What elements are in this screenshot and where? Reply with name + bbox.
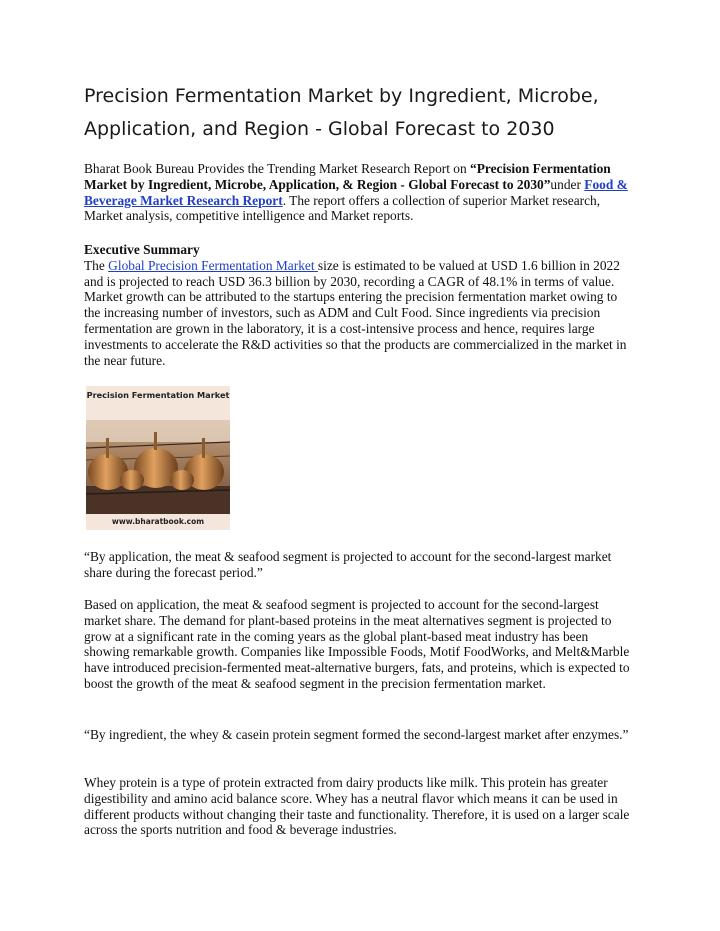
executive-summary xyxy=(84,242,636,368)
report-title: “Precision Fermentation Market by Ingredient, Microbe, Application, & Region - Global Forecast to 2030” xyxy=(84,161,611,192)
intro-paragraph xyxy=(84,161,636,224)
quote-ingredient: “By ingredient, the whey & casein protein segment formed the second-largest market after enzymes.” xyxy=(84,727,629,742)
image-heading: Precision Fermentation Market xyxy=(86,386,230,420)
category-link[interactable]: Food & Beverage Market Research Report xyxy=(84,176,628,208)
section-heading: Executive Summary xyxy=(84,242,200,257)
intro-under: under xyxy=(550,176,585,192)
whey-paragraph: Whey protein is a type of protein extracted from dairy products like milk. This protein has greater digestibility and amino acid balance score. Whey has a neutral flavor which means it can be used in different products without changing their taste and functionality. Therefore, it is used on a larger scale across the sports nutrition and food & beverage industries. xyxy=(84,775,630,838)
intro-text: Bharat Book Bureau Provides the Trending Market Research Report on xyxy=(84,161,471,176)
page-title: Precision Fermentation Market by Ingredient, Microbe, Application, and Region - Global Forecast to 2030 xyxy=(84,85,599,140)
quote-application: “By application, the meat & seafood segment is projected to account for the second-largest market share during the forecast period.” xyxy=(84,549,612,580)
exec-text-2: size is estimated to be valued at USD 1.6 billion in 2022 and is projected to reach USD 36.3 billion by 2030, recording a CAGR of 48.1% in terms of value. Market growth can be attributed to the startups entering the precision fermentation market owing to the increasing number of investors, such as ADM and Cult Food. Since ingredients via precision fermentation are grown in the laboratory, it is a cost-intensive process and hence, requires large investments to accelerate the R&D activities so that the products are commercialized in the market in the near future. xyxy=(84,257,627,368)
market-link[interactable]: Global Precision Fermentation Market xyxy=(108,257,318,273)
report-cover-image xyxy=(86,386,230,530)
fermentation-tanks-illustration xyxy=(86,420,230,514)
intro-text-2: . The report offers a collection of superior Market research, Market analysis, competitive intelligence and Market reports. xyxy=(84,192,601,224)
image-footer-url: www.bharatbook.com xyxy=(86,514,230,530)
exec-text: The xyxy=(84,257,109,273)
application-paragraph: Based on application, the meat & seafood segment is projected to account for the second-largest market share. The demand for plant-based proteins in the meat alternatives segment is projected to grow at a significant rate in the coming years as the global plant-based meat industry has been showing remarkable growth. Companies like Impossible Foods, Motif FoodWorks, and Melt&Marble have introduced precision-fermented meat-alternative burgers, fats, and proteins, which is expected to boost the growth of the meat & seafood segment in the precision fermentation market. xyxy=(84,597,630,691)
